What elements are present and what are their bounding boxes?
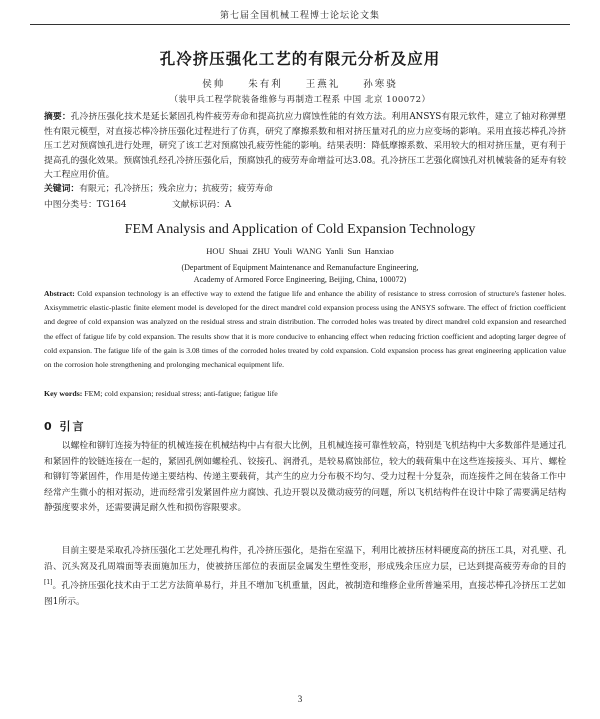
body-paragraph: 以螺栓和铆钉连接为特征的机械连接在机械结构中占有很大比例，且机械连接可靠性较高，特别是飞机结构中大多数部件是通过孔和紧固件的铰链连接在一起的，紧固孔例如螺栓孔、铰接孔、润滑孔，是较易腐蚀部位，较大的载荷集中在这些连接接头、耳片、螺栓和铆钉等紧固件，作用是传递主要结构、传递主要载荷，其产生的应力分布极不均匀、受力过程十分复杂，而连接件之间在装备工作中经常产生微小的相对振动，进而经常引发紧固件应力腐蚀、孔边开裂以及微动疲劳的问题，所以飞机结构件在设计中除了需要满足结构静强度要求外，还需要满足耐久性和损伤容限要求。 bbox=[44, 441, 566, 514]
document-code-label: 文献标识码： bbox=[172, 200, 225, 210]
english-abstract-label: Abstract: bbox=[44, 289, 75, 298]
classification-value: TG164 bbox=[96, 200, 127, 210]
running-head: 第七届全国机械工程博士论坛论文集 bbox=[30, 8, 570, 25]
page-number: 3 bbox=[297, 694, 303, 704]
chinese-affiliation: （装甲兵工程学院装备维修与再制造工程系 中国 北京 100072） bbox=[169, 95, 431, 105]
english-keywords-label: Key words: bbox=[44, 389, 83, 398]
english-keywords bbox=[44, 389, 566, 398]
chinese-keywords-label: 关键词： bbox=[44, 184, 80, 194]
chinese-title: 孔冷挤压强化工艺的有限元分析及应用 bbox=[159, 50, 441, 68]
english-authors: HOU Shuai ZHU Youli WANG Yanli Sun Hanxiao bbox=[206, 246, 394, 256]
chinese-abstract-text: 孔冷挤压强化技术是延长紧固孔构件疲劳寿命和提高抗应力腐蚀性能的有效方法。利用ANSYS有限元软件，建立了轴对称弹塑性有限元模型，对直接芯棒冷挤压强化过程进行了仿真，研究了摩擦系数和相对挤压量对孔的应力应变场的影响。采用直接芯棒孔冷挤压工艺对预腐蚀孔进行处理，研究了该工艺对预腐蚀孔疲劳性能的影响。结果表明：降低摩擦系数、采用较大的相对挤压量，更有利于提高孔的强化效果。预腐蚀孔经孔冷挤压强化后，预腐蚀孔的疲劳寿命增益可达3.08。孔冷挤压工艺强化腐蚀孔对机械装备的延寿有较大工程应用价值。 bbox=[44, 112, 566, 180]
document-code-value: A bbox=[224, 200, 232, 210]
chinese-abstract-label: 摘要： bbox=[44, 112, 71, 122]
classification-label: 中图分类号： bbox=[44, 200, 97, 210]
chinese-abstract bbox=[44, 110, 566, 183]
english-title: FEM Analysis and Application of Cold Expansion Technology bbox=[124, 222, 476, 237]
paragraph-text: 。孔冷挤压强化技术由于工艺方法简单易行，并且不增加飞机重量，因此，被制造和维修企业所普遍采用，直接芯棒孔冷挤压工艺如图1所示。 bbox=[44, 581, 566, 607]
section-heading: 0 引言 bbox=[44, 420, 86, 433]
paragraph-text: 目前主要是采取孔冷挤压强化工艺处理孔构件，孔冷挤压强化，是指在室温下，利用比被挤压材料硬度高的挤压工具，对孔壁、孔沿、沉头窝及孔周端面等表面施加压力，使被挤压部位的表面层金属发生塑性变形，形成残余压应力层，已达到提高疲劳寿命的目的 bbox=[44, 546, 566, 572]
english-abstract bbox=[44, 287, 566, 372]
body-paragraph bbox=[44, 544, 566, 610]
english-affiliation-line1: (Department of Equipment Maintenance and Remanufacture Engineering, bbox=[181, 263, 419, 272]
chinese-keywords-text: 有限元；孔冷挤压；残余应力；抗疲劳；疲劳寿命 bbox=[79, 184, 273, 194]
citation-reference[interactable]: [1] bbox=[44, 579, 53, 587]
chinese-authors: 侯帅 朱有利 王燕礼 孙寒骁 bbox=[202, 79, 398, 90]
chinese-keywords bbox=[44, 182, 566, 197]
english-affiliation bbox=[0, 262, 600, 286]
english-keywords-text: FEM; cold expansion; residual stress; anti-fatigue; fatigue life bbox=[84, 389, 278, 398]
english-abstract-text: Cold expansion technology is an effective way to extend the fatigue life and enhance the ability of resistance to stress corrosion of structure's fastener holes. Axisymmetric elastic-plastic finite element model is developed for the direct mandrel cold expansion process using the ANSYS software. The effect of friction coefficient and degree of cold expansion was analyzed on the residual stress and strain distribution. The corroded holes was treated by direct mandrel cold expansion and researched the effect of fatigue life by cold expansion. The results show that it is more conducive to enhancing effect when reducing friction coefficient and adopting larger degree of cold expansion. The fatigue life of the gain is 3.08 times of the corroded holes treated by cold expansion. Cold expansion process has great engineering application value on the corrosion hole strengthening and prolonging mechanical equipment life. bbox=[44, 289, 566, 370]
classification-line bbox=[44, 197, 231, 210]
english-affiliation-line2: Academy of Armored Force Engineering, Beijing, China, 100072) bbox=[193, 275, 407, 284]
